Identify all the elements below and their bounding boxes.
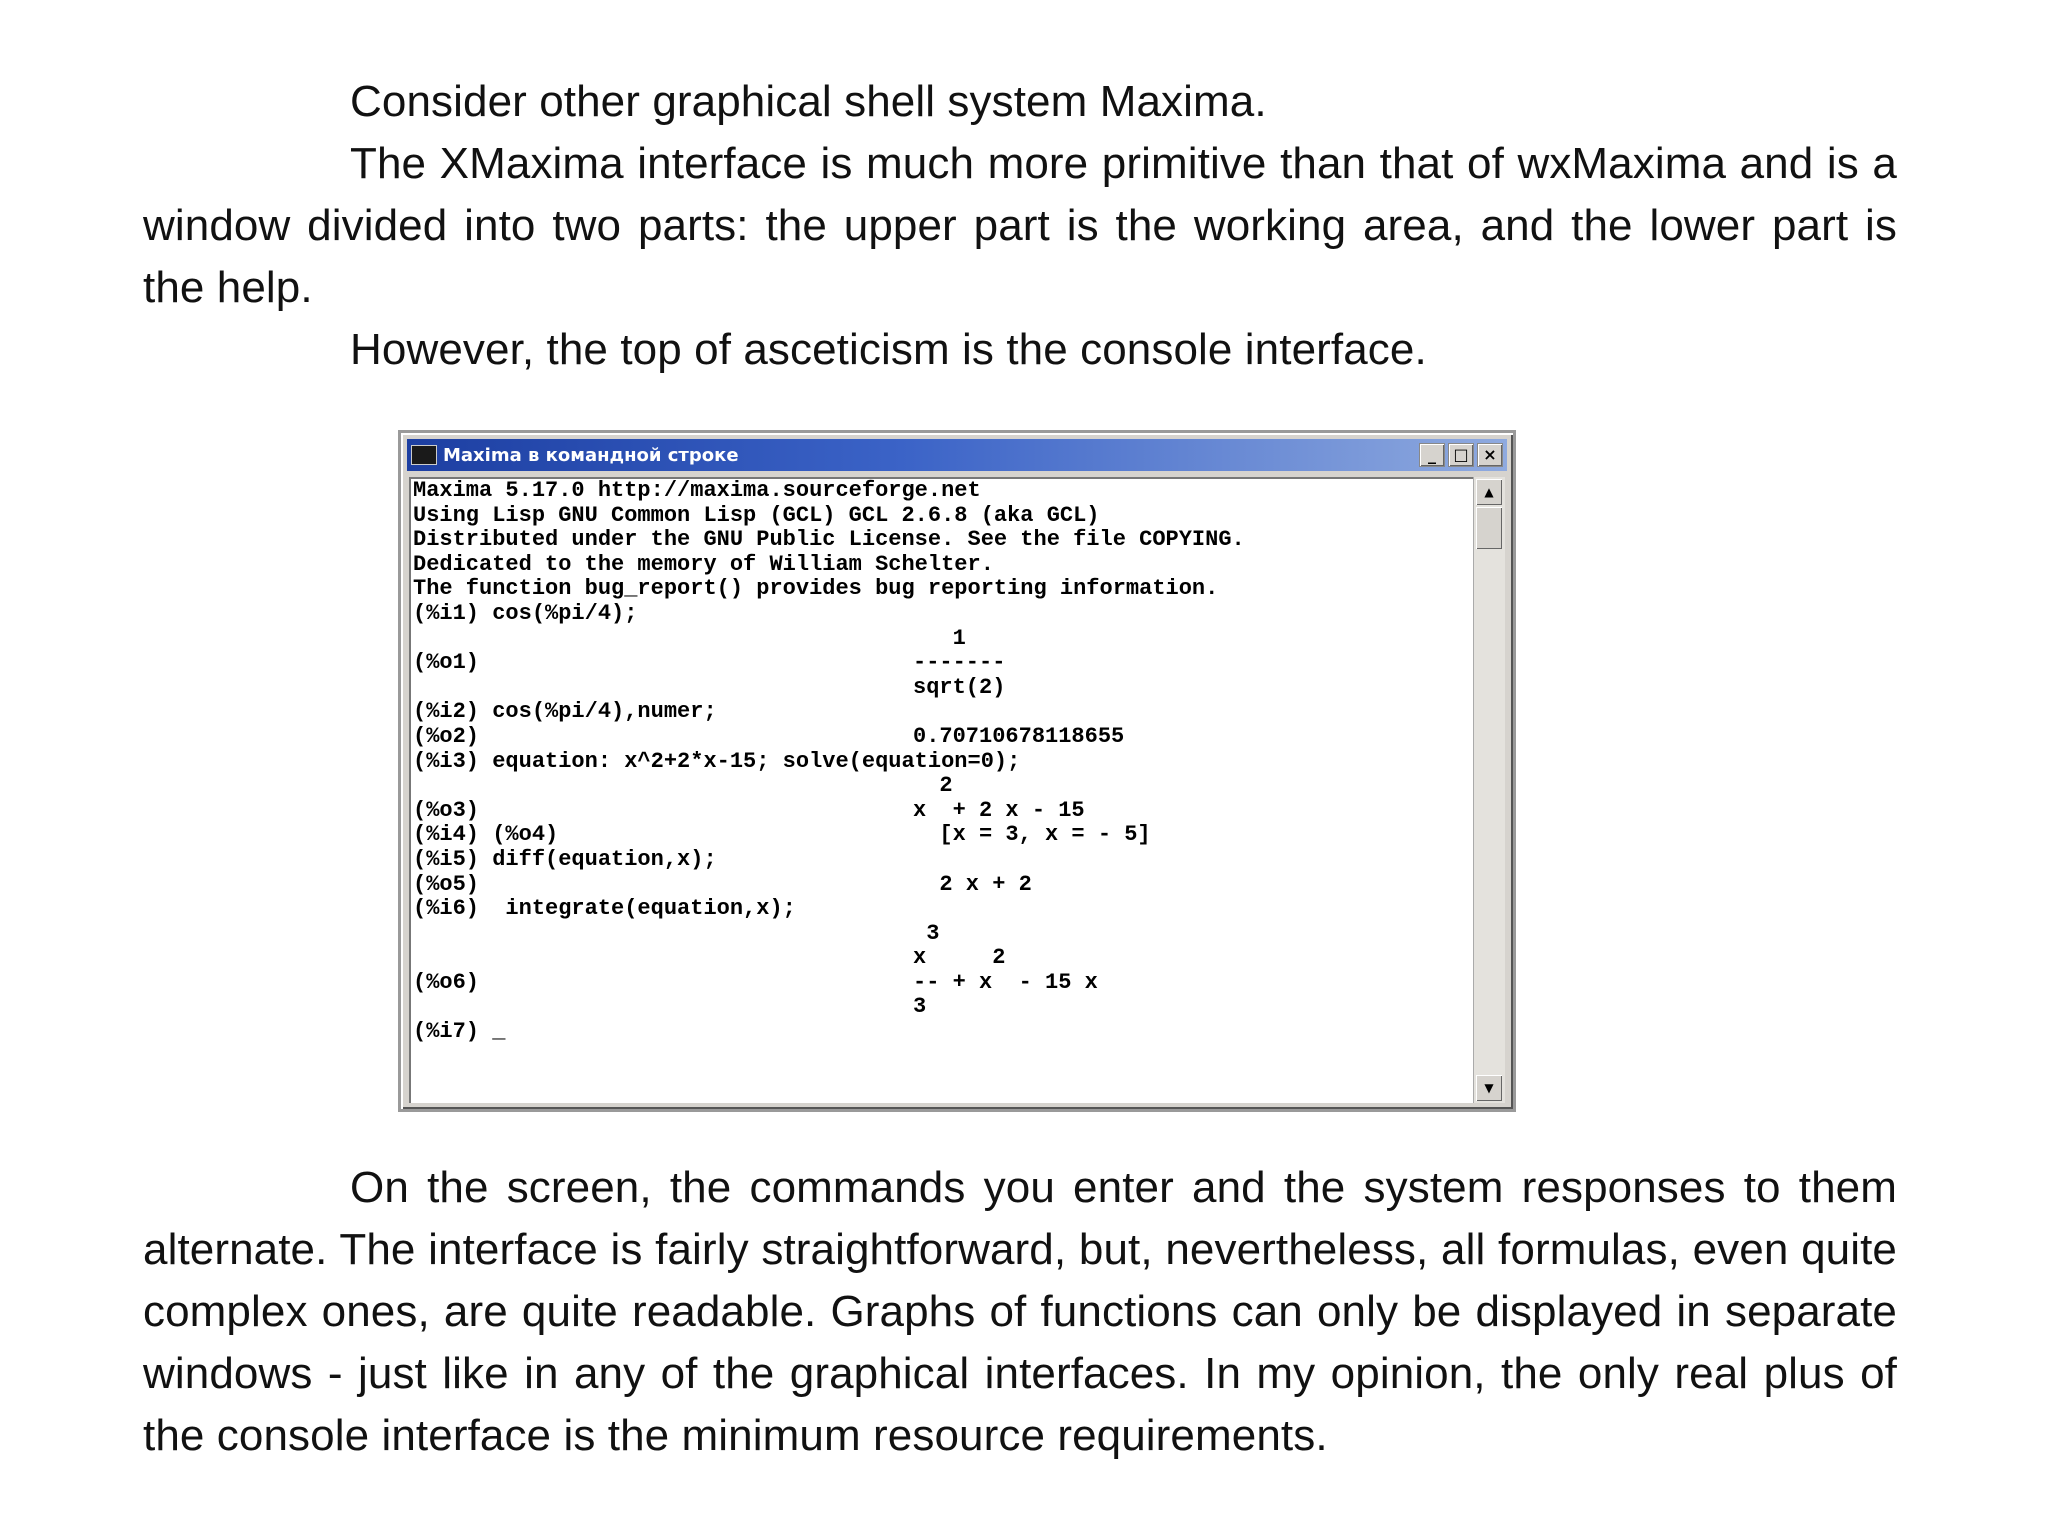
- console-line-output: 2: [913, 773, 953, 799]
- console-line-input: (%i4) (%o4): [413, 822, 559, 848]
- console-line: [413, 627, 1469, 652]
- scroll-up-arrow-icon[interactable]: ▲: [1476, 479, 1502, 505]
- maxima-console-window: [398, 430, 1516, 1112]
- console-output-area[interactable]: [409, 477, 1473, 1103]
- console-line: [413, 823, 1469, 848]
- console-line-output: 2 x + 2: [913, 871, 1032, 897]
- scrollbar-thumb[interactable]: [1476, 507, 1502, 549]
- console-line-output: x 2: [913, 945, 1006, 971]
- console-line: [413, 922, 1469, 947]
- vertical-scrollbar[interactable]: [1473, 477, 1505, 1103]
- minimize-button[interactable]: _: [1419, 443, 1445, 467]
- console-line-output: 3: [913, 994, 927, 1020]
- console-line: [413, 676, 1469, 701]
- console-line: [413, 504, 1469, 529]
- console-line: [413, 577, 1469, 602]
- console-line: [413, 479, 1469, 504]
- console-line-input: (%i3) equation: x^2+2*x-15; solve(equation=0);: [413, 748, 1021, 774]
- console-line-output: 1: [913, 625, 966, 651]
- window-title: Maxima в командной строке: [443, 444, 739, 466]
- scroll-down-arrow-icon[interactable]: ▼: [1476, 1075, 1502, 1101]
- console-line: [413, 725, 1469, 750]
- window-controls: [1419, 443, 1503, 467]
- console-line-input: Distributed under the GNU Public License. See the file COPYING.: [413, 527, 1245, 553]
- console-line-output: sqrt(2): [913, 674, 1006, 700]
- console-line-output: -- + x - 15 x: [913, 969, 1098, 995]
- console-line: [413, 799, 1469, 824]
- console-line-input: Dedicated to the memory of William Schelter.: [413, 551, 994, 577]
- console-line: [413, 848, 1469, 873]
- console-line-input: (%o5): [413, 871, 480, 897]
- console-line: [413, 553, 1469, 578]
- console-line-input: (%i6) integrate(equation,x);: [413, 896, 796, 922]
- console-line: [413, 602, 1469, 627]
- console-line-input: (%i5) diff(equation,x);: [413, 846, 717, 872]
- console-line: [413, 528, 1469, 553]
- console-line-output: [x = 3, x = - 5]: [913, 822, 1151, 848]
- intro-paragraph-3: However, the top of asceticism is the console interface.: [350, 325, 1427, 374]
- outro-text: [143, 1157, 1897, 1467]
- console-line-input: (%i2) cos(%pi/4),numer;: [413, 699, 717, 725]
- console-line-output: 3: [913, 920, 940, 946]
- console-line: [413, 995, 1469, 1020]
- console-lines: [413, 479, 1469, 1045]
- console-line: [413, 946, 1469, 971]
- console-line-input: (%o1): [413, 650, 480, 676]
- console-app-icon: [411, 445, 437, 465]
- console-line: [413, 774, 1469, 799]
- outro-paragraph-1: On the screen, the commands you enter and the system responses to them alternate. The interface is fairly straightforward, but, nevertheless, all formulas, even quite complex ones, are quite readable. Graphs of functions can only be displayed in separate windows - just like in any of the graphical interfaces. In my opinion, the only real plus of the console interface is the minimum resource requirements.: [143, 1163, 1897, 1460]
- console-line-input: (%o2): [413, 723, 480, 749]
- console-line: [413, 750, 1469, 775]
- console-line-input: (%i7) _: [413, 1019, 506, 1045]
- console-line-input: The function bug_report() provides bug reporting information.: [413, 576, 1219, 602]
- console-line: [413, 897, 1469, 922]
- intro-paragraph-1: Consider other graphical shell system Maxima.: [350, 77, 1267, 126]
- console-line: [413, 873, 1469, 898]
- console-line-output: x + 2 x - 15: [913, 797, 1085, 823]
- console-line: [413, 700, 1469, 725]
- console-line-input: (%i1) cos(%pi/4);: [413, 600, 638, 626]
- console-line: [413, 1020, 1469, 1045]
- console-line-input: (%o3): [413, 797, 480, 823]
- console-line: [413, 651, 1469, 676]
- window-titlebar[interactable]: [407, 439, 1507, 471]
- console-line-input: Using Lisp GNU Common Lisp (GCL) GCL 2.6.8 (aka GCL): [413, 502, 1100, 528]
- intro-text: [143, 71, 1897, 381]
- console-line: [413, 971, 1469, 996]
- console-line-output: 0.70710678118655: [913, 723, 1125, 749]
- close-button[interactable]: ×: [1477, 443, 1503, 467]
- intro-paragraph-2: The XMaxima interface is much more primitive than that of wxMaxima and is a window divided into two parts: the upper part is the working area, and the lower part is the help.: [143, 139, 1897, 312]
- console-line-input: Maxima 5.17.0 http://maxima.sourceforge.net: [413, 478, 981, 503]
- console-line-input: (%o6): [413, 969, 480, 995]
- maximize-button[interactable]: □: [1448, 443, 1474, 467]
- console-line-output: -------: [913, 650, 1006, 676]
